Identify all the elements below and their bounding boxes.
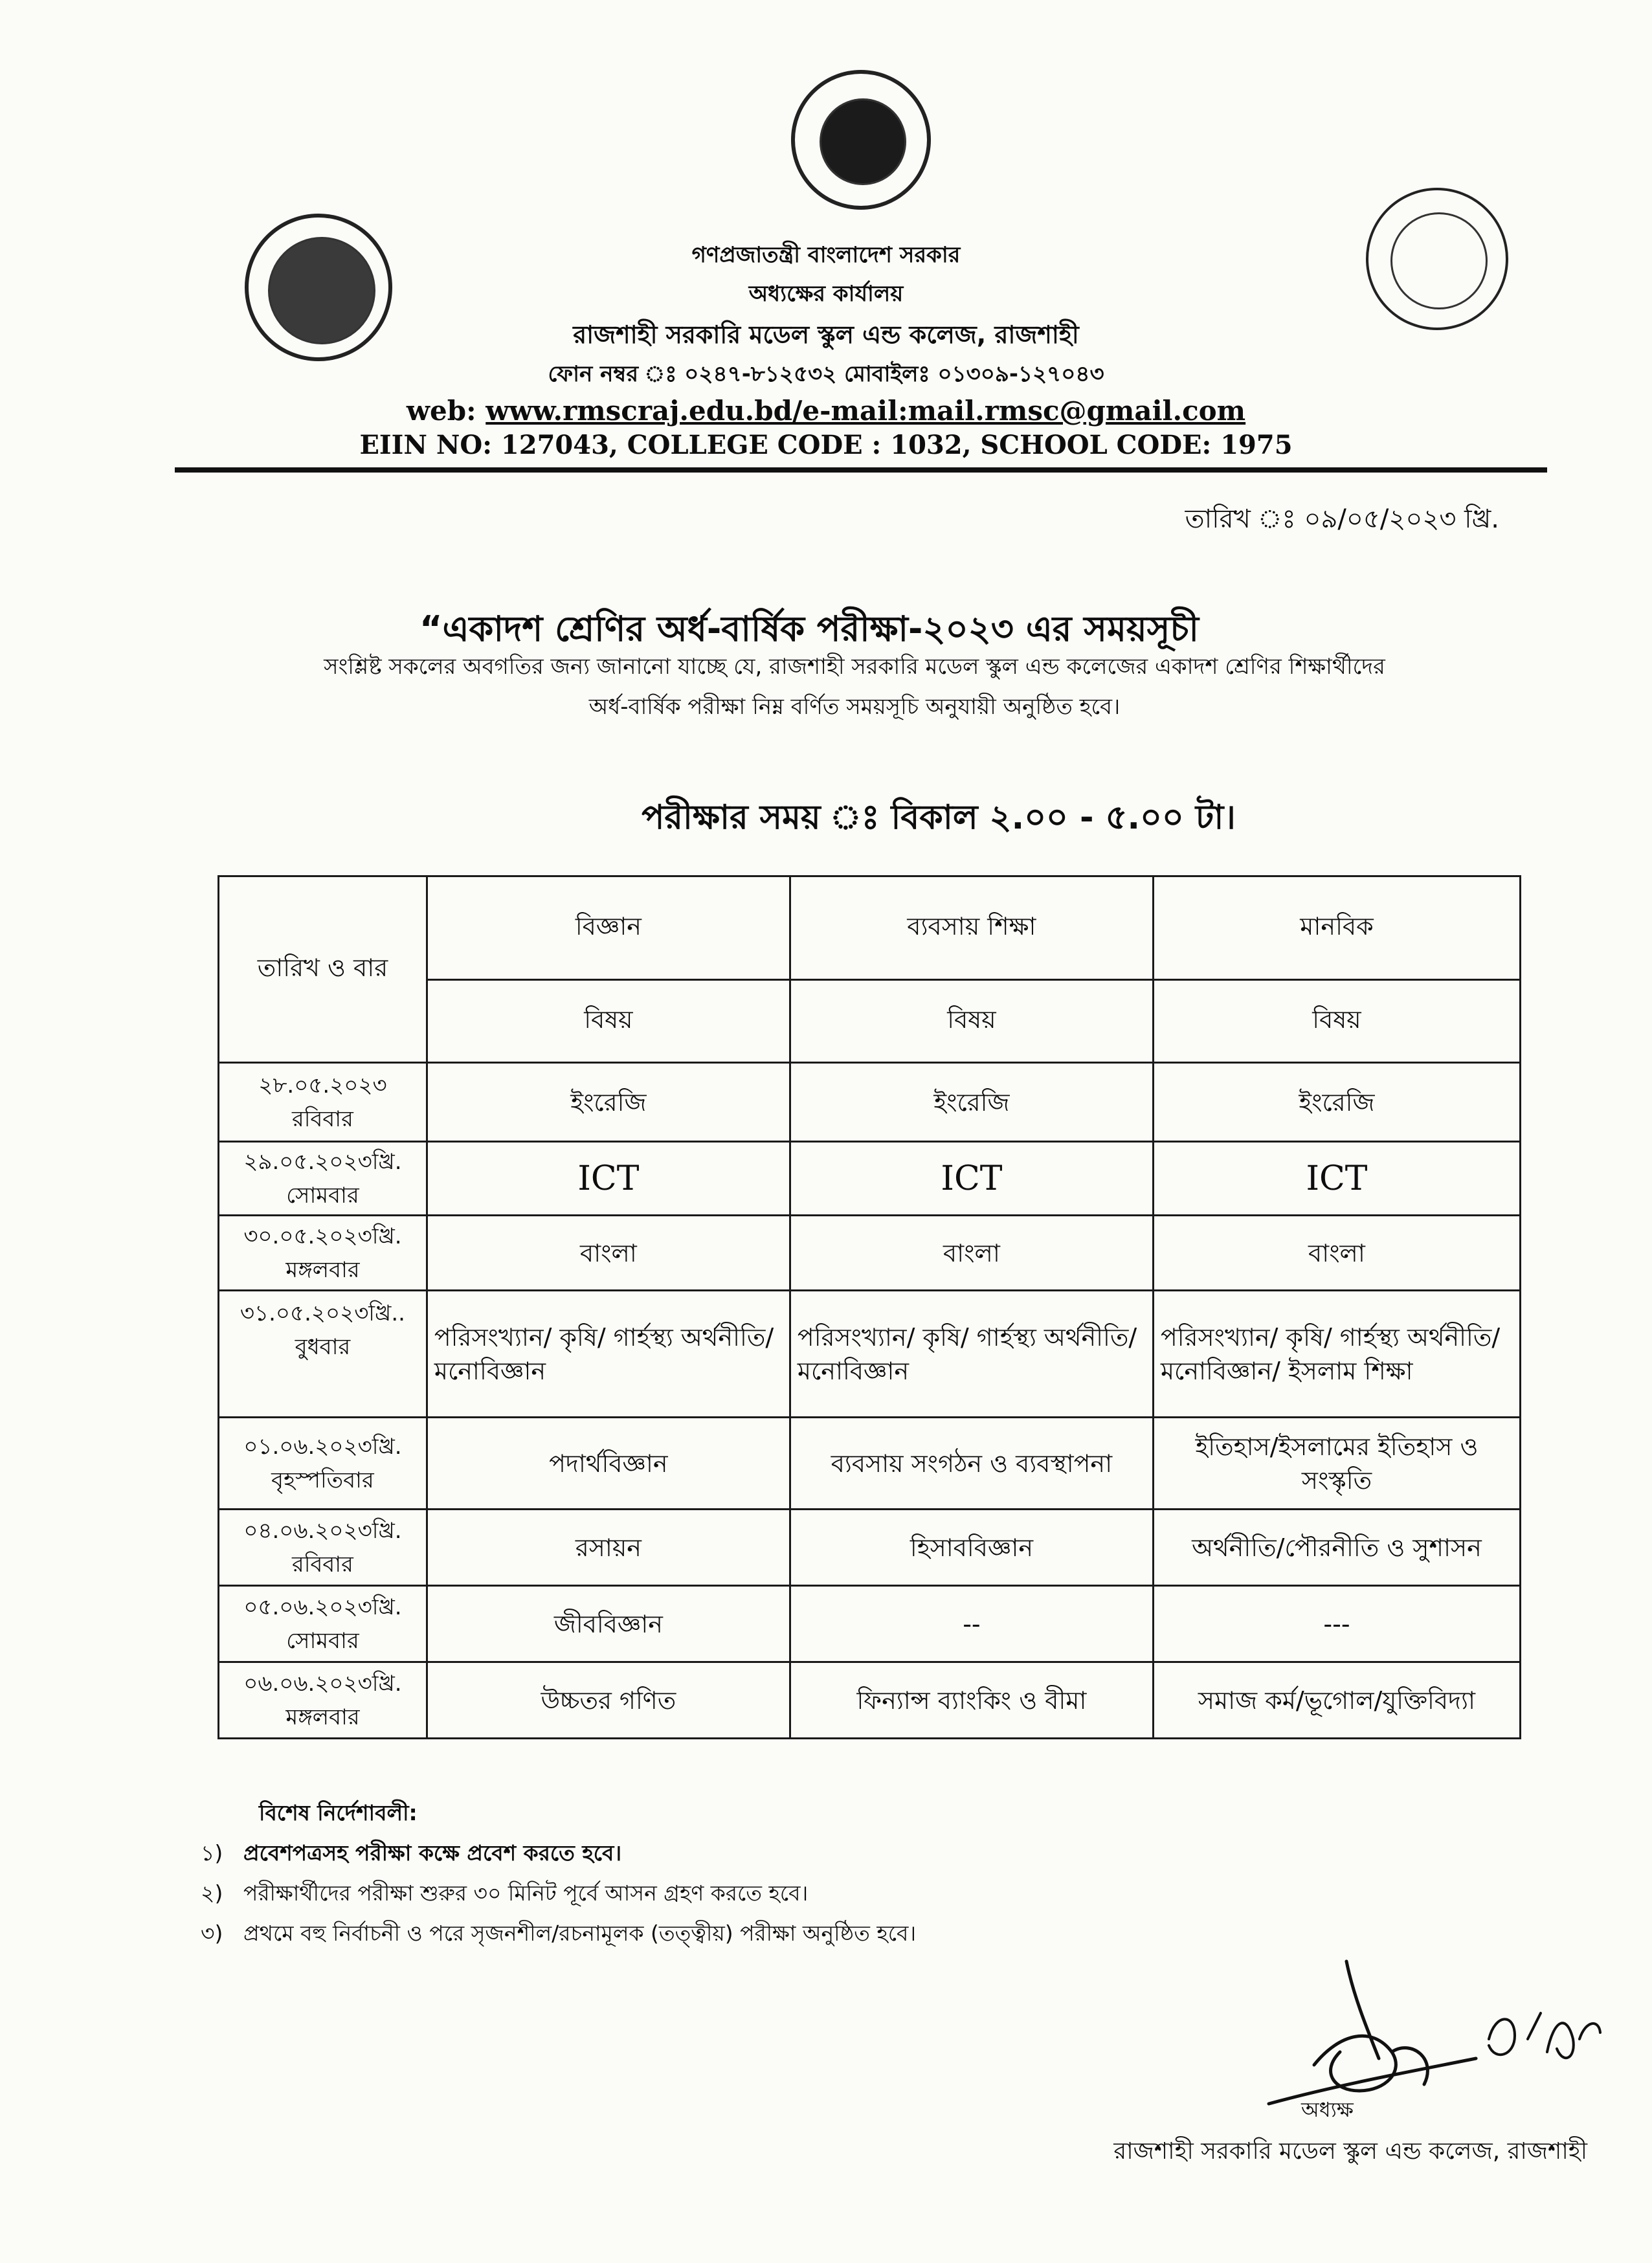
web-link[interactable]: www.rmscraj.edu.bd/e-mail:mail.rmsc@gmail.com	[486, 395, 1246, 427]
business-subject: --	[790, 1586, 1153, 1662]
institution-name: রাজশাহী সরকারি মডেল স্কুল এন্ড কলেজ, রাজশাহী	[573, 320, 1079, 349]
instruction-number: ৩)	[201, 1921, 223, 1946]
exam-day: রবিবার	[292, 1106, 353, 1132]
handwritten-signature	[1243, 1942, 1605, 2110]
subject-header: বিষয়	[1153, 980, 1520, 1063]
table-row	[219, 1291, 1521, 1418]
date-cell	[219, 1216, 427, 1291]
instruction-number: ১)	[201, 1840, 223, 1866]
humanities-subject: ইংরেজি	[1153, 1063, 1520, 1142]
business-subject: ICT	[790, 1142, 1153, 1216]
science-subject: ইংরেজি	[427, 1063, 790, 1142]
exam-date: ৩১.০৫.২০২৩খ্রি..	[240, 1300, 405, 1326]
exam-date: ৩০.০৫.২০২৩খ্রি.	[243, 1223, 402, 1249]
exam-day: মঙ্গলবার	[285, 1256, 360, 1283]
notice-title: “একাদশ শ্রেণির অর্ধ-বার্ষিক পরীক্ষা-২০২৩ এর সময়সূচী	[419, 608, 1200, 649]
date-cell	[219, 1142, 427, 1216]
humanities-subject: ---	[1153, 1586, 1520, 1662]
science-subject: জীববিজ্ঞান	[427, 1586, 790, 1662]
group-header-science: বিজ্ঞান	[427, 876, 790, 980]
table-row	[219, 1510, 1521, 1586]
business-subject: ফিন্যান্স ব্যাংকিং ও বীমা	[790, 1662, 1153, 1739]
humanities-subject: অর্থনীতি/পৌরনীতি ও সুশাসন	[1153, 1510, 1520, 1586]
business-subject: ব্যবসায় সংগঠন ও ব্যবস্থাপনা	[790, 1418, 1153, 1510]
humanities-subject: ICT	[1153, 1142, 1520, 1216]
instruction-text: পরীক্ষার্থীদের পরীক্ষা শুরুর ৩০ মিনিট পূর্বে আসন গ্রহণ করতে হবে।	[243, 1880, 809, 1906]
instruction-text: প্রবেশপত্রসহ পরীক্ষা কক্ষে প্রবেশ করতে হবে।	[243, 1840, 622, 1866]
phone-line: ফোন নম্বর ঃ ০২৪৭-৮১২৫৩২ মোবাইলঃ ০১৩০৯-১২৭০৪৩	[548, 361, 1104, 387]
exam-day: সোমবার	[286, 1627, 359, 1654]
table-row	[219, 1216, 1521, 1291]
table-row	[219, 1142, 1521, 1216]
humanities-subject: বাংলা	[1153, 1216, 1520, 1291]
business-subject: হিসাববিজ্ঞান	[790, 1510, 1153, 1586]
science-subject: উচ্চতর গণিত	[427, 1662, 790, 1739]
humanities-subject: ইতিহাস/ইসলামের ইতিহাস ও সংস্কৃতি	[1153, 1418, 1520, 1510]
exam-date: ০১.০৬.২০২৩খ্রি.	[243, 1433, 402, 1460]
exam-schedule-table	[218, 875, 1521, 1739]
signatory-designation: অধ্যক্ষ	[1301, 2097, 1354, 2122]
business-subject: পরিসংখ্যান/ কৃষি/ গার্হস্থ্য অর্থনীতি/মনোবিজ্ঞান	[790, 1291, 1153, 1418]
issue-date: তারিখ ঃ ০৯/০৫/২০২৩ খ্রি.	[1185, 504, 1499, 534]
date-cell	[219, 1418, 427, 1510]
government-seal	[791, 70, 931, 210]
date-day-header: তারিখ ও বার	[219, 876, 427, 1063]
government-name: গণপ্রজাতন্ত্রী বাংলাদেশ সরকার	[691, 242, 961, 268]
exam-day: সোমবার	[286, 1182, 359, 1209]
table-row	[219, 1586, 1521, 1662]
date-cell	[219, 1586, 427, 1662]
exam-date: ০৬.০৬.২০২৩খ্রি.	[243, 1670, 402, 1697]
office-name: অধ্যক্ষের কার্যালয়	[748, 281, 904, 307]
exam-day: বৃহস্পতিবার	[271, 1467, 374, 1493]
exam-date: ০৪.০৬.২০২৩খ্রি.	[243, 1517, 402, 1544]
table-row	[219, 1063, 1521, 1142]
instruction-number: ২)	[201, 1880, 223, 1906]
header-divider	[175, 467, 1547, 473]
exam-date: ২৯.০৫.২০২৩খ্রি.	[243, 1148, 402, 1175]
group-header-business: ব্যবসায় শিক্ষা	[790, 876, 1153, 980]
instruction-item	[201, 1913, 916, 1954]
codes-line: EIIN NO: 127043, COLLEGE CODE : 1032, SCHOOL CODE: 1975	[359, 430, 1293, 460]
instruction-item	[201, 1833, 916, 1873]
exam-day: বুধবার	[295, 1334, 351, 1360]
subject-header: বিষয়	[427, 980, 790, 1063]
special-instructions	[201, 1793, 917, 1954]
date-cell	[219, 1291, 427, 1418]
exam-day: মঙ্গলবার	[285, 1704, 360, 1730]
signatory-institution: রাজশাহী সরকারি মডেল স্কুল এন্ড কলেজ, রাজশাহী	[1113, 2138, 1587, 2165]
intro-line-1: সংশ্লিষ্ট সকলের অবগতির জন্য জানানো যাচ্ছে যে, রাজশাহী সরকারি মডেল স্কুল এন্ড কলেজের একাদশ শ্রেণির শিক্ষার্থীদের	[324, 654, 1385, 680]
date-cell	[219, 1510, 427, 1586]
subject-header: বিষয়	[790, 980, 1153, 1063]
table-row	[219, 1418, 1521, 1510]
intro-line-2: অর্ধ-বার্ষিক পরীক্ষা নিম্ন বর্ণিত সময়সূচি অনুযায়ী অনুষ্ঠিত হবে।	[588, 694, 1121, 720]
instructions-heading: বিশেষ নির্দেশাবলী:	[259, 1800, 418, 1825]
science-subject: পরিসংখ্যান/ কৃষি/ গার্হস্থ্য অর্থনীতি/মনোবিজ্ঞান	[427, 1291, 790, 1418]
humanities-subject: সমাজ কর্ম/ভূগোল/যুক্তিবিদ্যা	[1153, 1662, 1520, 1739]
instruction-item	[201, 1873, 916, 1913]
exam-date: ০৫.০৬.২০২৩খ্রি.	[243, 1594, 402, 1620]
science-subject: পদার্থবিজ্ঞান	[427, 1418, 790, 1510]
exam-time: পরীক্ষার সময় ঃ বিকাল ২.০০ - ৫.০০ টা।	[642, 798, 1236, 837]
instruction-text: প্রথমে বহু নির্বাচনী ও পরে সৃজনশীল/রচনামূলক (তত্ত্বীয়) পরীক্ষা অনুষ্ঠিত হবে।	[243, 1921, 917, 1946]
table-row	[219, 1662, 1521, 1739]
science-subject: রসায়ন	[427, 1510, 790, 1586]
science-subject: ICT	[427, 1142, 790, 1216]
humanities-subject: পরিসংখ্যান/ কৃষি/ গার্হস্থ্য অর্থনীতি/ মনোবিজ্ঞান/ ইসলাম শিক্ষা	[1153, 1291, 1520, 1418]
date-cell	[219, 1063, 427, 1142]
web-label: web:	[406, 395, 486, 427]
group-header-humanities: মানবিক	[1153, 876, 1520, 980]
business-subject: বাংলা	[790, 1216, 1153, 1291]
exam-day: রবিবার	[292, 1551, 353, 1577]
exam-date: ২৮.০৫.২০২৩	[258, 1072, 387, 1098]
business-subject: ইংরেজি	[790, 1063, 1153, 1142]
web-line	[0, 395, 1652, 427]
date-cell	[219, 1662, 427, 1739]
science-subject: বাংলা	[427, 1216, 790, 1291]
